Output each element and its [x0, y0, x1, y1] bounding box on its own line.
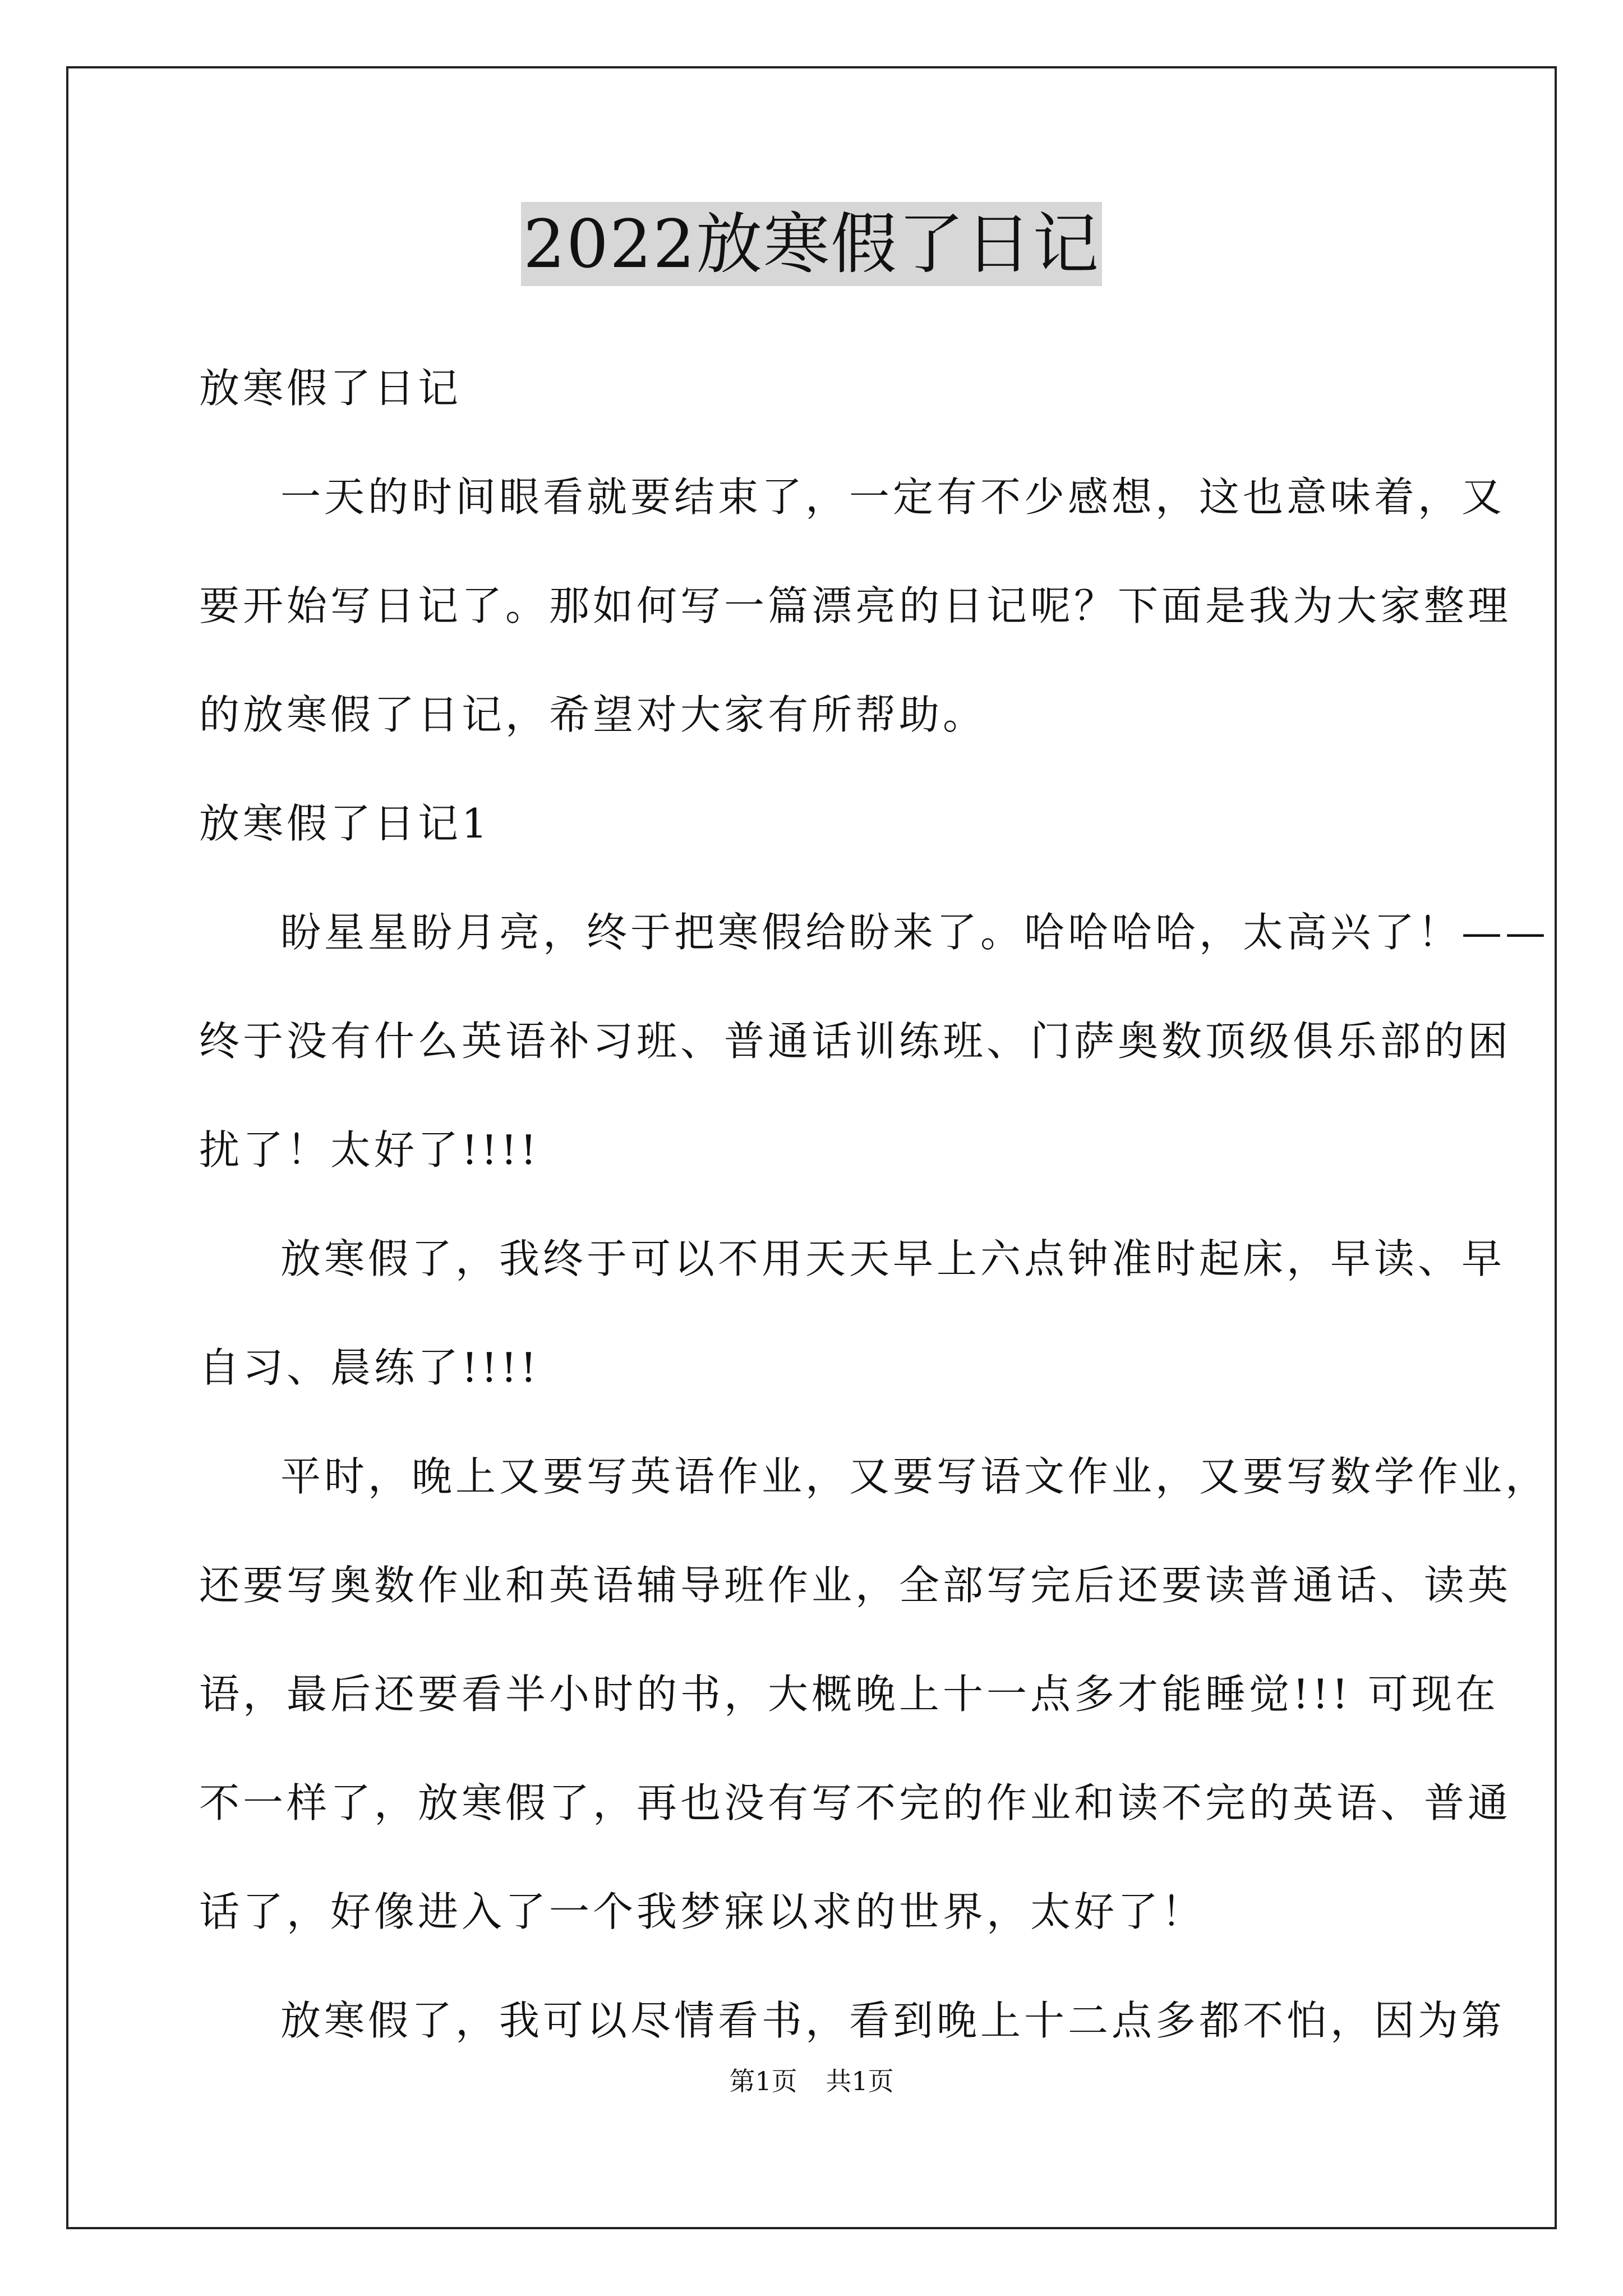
paragraph1-line-2: 终于没有什么英语补习班、普通话训练班、门萨奥数顶级俱乐部的困 [199, 1018, 1512, 1065]
paragraph3-line-2: 还要写奥数作业和英语辅导班作业，全部写完后还要读普通话、读英 [199, 1562, 1512, 1609]
intro-line-3: 的放寒假了日记，希望对大家有所帮助。 [199, 691, 987, 738]
intro-line-2: 要开始写日记了。那如何写一篇漂亮的日记呢？下面是我为大家整理 [199, 582, 1512, 629]
intro-line-1: 一天的时间眼看就要结束了，一定有不少感想，这也意味着，又 [280, 473, 1506, 521]
page-number-current: 第1页 [729, 2066, 797, 2096]
subtitle: 放寒假了日记 [199, 365, 462, 412]
document-body [199, 334, 1550, 2075]
paragraph3-line-3: 语，最后还要看半小时的书，大概晚上十一点多才能睡觉!!! 可现在 [199, 1671, 1499, 1718]
paragraph3-line-5: 话了，好像进入了一个我梦寐以求的世界，太好了！ [199, 1888, 1206, 1935]
paragraph2-line-2: 自习、晨练了!!!! [199, 1344, 540, 1391]
paragraph1-line-1: 盼星星盼月亮，终于把寒假给盼来了。哈哈哈哈，太高兴了！—— [280, 909, 1550, 956]
page-number-total: 共1页 [826, 2066, 894, 2096]
paragraph1-line-3: 扰了！太好了!!!! [199, 1126, 540, 1174]
paragraph2-line-1: 放寒假了，我终于可以不用天天早上六点钟准时起床，早读、早 [280, 1235, 1506, 1282]
paragraph4-line-1: 放寒假了，我可以尽情看书，看到晚上十二点多都不怕，因为第 [280, 1997, 1506, 2044]
paragraph3-line-4: 不一样了，放寒假了，再也没有写不完的作业和读不完的英语、普通 [199, 1779, 1512, 1826]
page-footer [0, 2064, 1623, 2098]
document-title: 2022放寒假了日记 [521, 202, 1102, 286]
paragraph3-line-1: 平时，晚上又要写英语作业，又要写语文作业，又要写数学作业， [280, 1453, 1550, 1500]
title-container [0, 202, 1623, 286]
section-heading: 放寒假了日记1 [199, 800, 491, 847]
